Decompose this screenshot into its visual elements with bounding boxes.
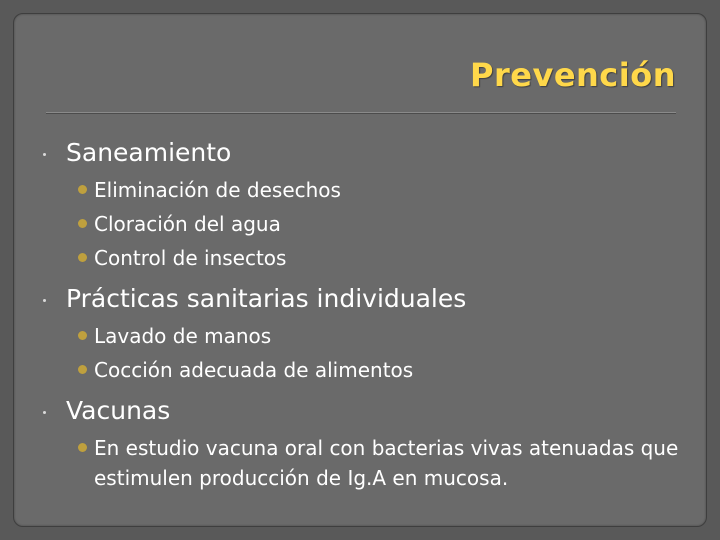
sub-bullet-text: Control de insectos <box>94 246 287 270</box>
bullet-text: Saneamiento <box>66 138 232 167</box>
sub-bullet-item <box>78 355 686 385</box>
sub-bullet-text: Cloración del agua <box>94 212 281 236</box>
title-divider <box>46 112 676 114</box>
sub-bullet-item <box>78 433 686 493</box>
sub-bullet-item <box>78 243 686 273</box>
bullet-group-vacunas <box>36 391 686 493</box>
bullet-item <box>36 133 686 173</box>
sub-bullet-text: En estudio vacuna oral con bacterias vivas atenuadas que estimulen producción de Ig.A en mucosa. <box>94 436 679 490</box>
bullet-item <box>36 391 686 431</box>
sub-bullet-dot-icon <box>78 443 87 452</box>
sub-bullet-dot-icon <box>78 219 87 228</box>
bullet-item <box>36 279 686 319</box>
sub-bullet-text: Eliminación de desechos <box>94 178 341 202</box>
bullet-group-saneamiento <box>36 133 686 273</box>
bullet-list <box>36 133 686 499</box>
bullet-group-practicas <box>36 279 686 385</box>
slide-title: Prevención <box>470 56 676 94</box>
sub-bullet-dot-icon <box>78 185 87 194</box>
sub-bullet-dot-icon <box>78 365 87 374</box>
bullet-marker-icon <box>43 153 46 156</box>
sub-bullet-item <box>78 321 686 351</box>
bullet-text: Vacunas <box>66 396 171 425</box>
sub-bullet-dot-icon <box>78 331 87 340</box>
bullet-marker-icon <box>43 299 46 302</box>
sub-bullet-dot-icon <box>78 253 87 262</box>
sub-bullet-item <box>78 175 686 205</box>
sub-bullet-text: Cocción adecuada de alimentos <box>94 358 414 382</box>
sub-bullet-item <box>78 209 686 239</box>
sub-bullet-text: Lavado de manos <box>94 324 272 348</box>
bullet-text: Prácticas sanitarias individuales <box>66 284 467 313</box>
bullet-marker-icon <box>43 411 46 414</box>
